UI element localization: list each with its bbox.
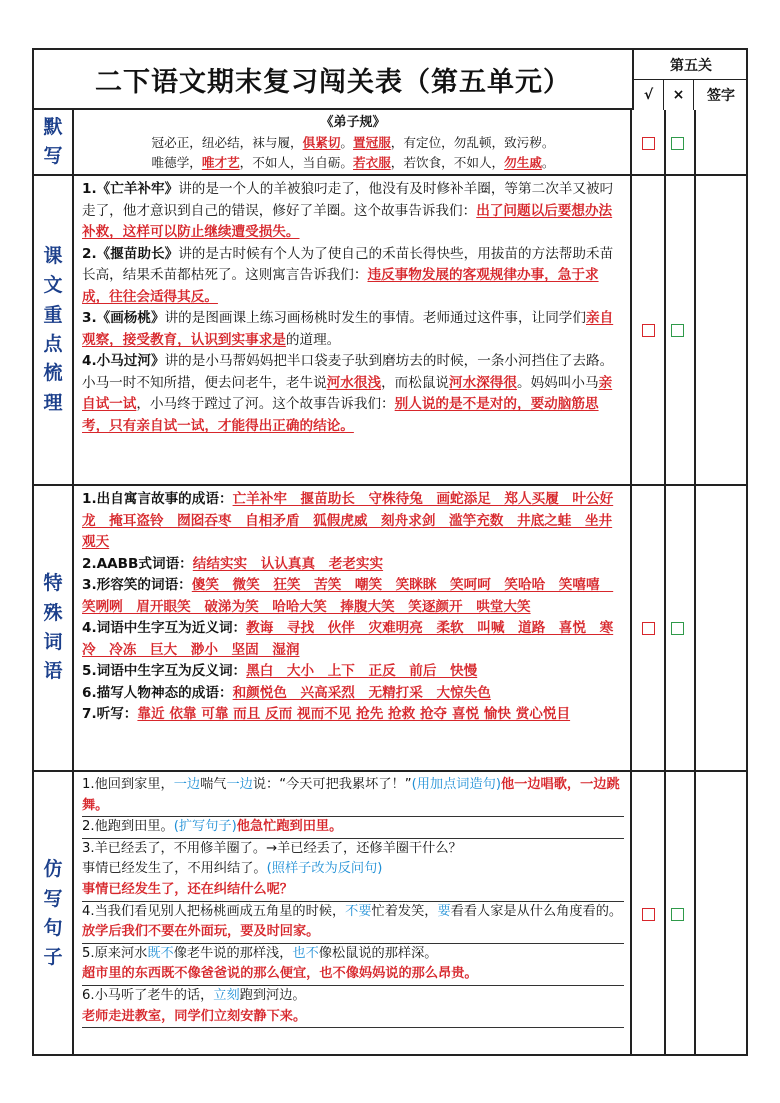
word-group	[82, 489, 624, 554]
keyword: 一边	[226, 777, 253, 792]
story-answer: 河水很浅	[326, 374, 382, 391]
group-words: 和颜悦色 兴高采烈 无精打采 大惊失色	[232, 684, 491, 701]
wrong-column-header: ×	[664, 80, 694, 110]
label-char: 子	[43, 946, 63, 969]
poem-answer: 勿生戚	[504, 155, 542, 170]
story-text: 讲的是图画课上练习画杨桃时发生的事情。老师通过这件事，让同学们	[164, 310, 586, 326]
section-teshu	[34, 486, 748, 772]
word-group	[82, 661, 624, 683]
keyword: 立刻	[213, 987, 240, 1003]
poem-answer: 唯才艺	[201, 155, 240, 170]
sign-column-header: 签字	[707, 88, 735, 104]
keyword: 要	[437, 903, 451, 919]
label-char: 文	[43, 274, 63, 297]
poem-text: 。	[340, 135, 353, 150]
label-char: 重	[43, 303, 63, 326]
word-group	[82, 618, 624, 661]
keyword: 一边	[173, 777, 201, 792]
poem-text: 唯德学，	[151, 155, 202, 170]
section-label	[34, 176, 74, 484]
story-text: 讲的是古时候有个人为了使自己的禾苗长得快些，用拔苗的方法帮助禾苗长高，结果禾苗都枯死了。这则寓言告诉我们：	[82, 245, 614, 283]
exercise-answer: 老师走进教室，同学们立刻安静下来。	[82, 1008, 307, 1024]
exercise-item	[82, 775, 624, 817]
exercise-text: 喘气	[200, 777, 227, 792]
story-title: 2.《揠苗助长》	[82, 245, 179, 262]
exercise-item	[82, 902, 624, 944]
story-answer: 违反事物发展的客观规律办事，急于求成，往往会适得其反。	[82, 267, 599, 305]
exercise-hint: (扩写句子)	[173, 819, 237, 835]
keyword: 不要	[345, 903, 372, 919]
group-label: 1.出自寓言故事的成语：	[82, 491, 233, 507]
group-words: 傻笑 微笑 狂笑 苦笑 嘲笑 笑眯眯 笑呵呵 笑哈哈 笑嘻嘻 笑咧咧 眉开眼笑 破涕为笑 哈哈大笑 捧腹大笑 笑逐颜开 哄堂大笑	[82, 577, 614, 615]
exercise-text: 1.他回到家里，	[82, 777, 174, 792]
story-answer: 亲自试一试	[82, 374, 613, 412]
poem-title: 《弟子规》	[320, 115, 386, 130]
exercise-text: 看看人家是从什么角度看的。	[450, 903, 623, 919]
label-char: 写	[43, 887, 63, 910]
story-text: 的道理。	[285, 331, 341, 348]
poem-answer: 俱紧切	[302, 135, 341, 150]
check-cells	[634, 772, 748, 1056]
poem-answer: 置冠服	[353, 135, 391, 150]
group-label: 6.描写人物神态的成语：	[82, 684, 233, 701]
group-words: 靠近 依靠 可靠 而且 反而 视而不见 抢先 抢救 抢夺 喜悦 愉快 赏心悦目	[137, 706, 571, 722]
keyword: 既不	[147, 945, 174, 961]
group-words: 教诲 寻找 伙伴 灾难明亮 柔软 叫喊 道路 喜悦 寒冷 冷冻 巨大 渺小 坚固 湿润	[82, 620, 614, 658]
label-char: 特	[43, 572, 63, 595]
poem-line	[82, 153, 624, 173]
story-answer: 亲自观察，接受教育，认识到实事求是	[82, 310, 614, 348]
story-answer: 河水深得很	[449, 374, 517, 391]
exercise-text: 6.小马听了老牛的话，	[82, 987, 214, 1003]
exercise-item	[82, 839, 624, 902]
exercise-text: 2.他跑到田里。	[82, 819, 174, 835]
keyword: 也不	[292, 945, 319, 961]
exercise-answer: 超市里的东西既不像爸爸说的那么便宜，也不像妈妈说的那么昂贵。	[82, 966, 478, 982]
label-char: 默	[43, 115, 63, 138]
page-title: 二下语文期末复习闯关表（第五单元）	[34, 50, 634, 110]
group-label: 5.词语中生字互为反义词：	[82, 663, 247, 679]
section-kewen	[34, 176, 748, 486]
label-char: 语	[43, 660, 63, 683]
label-char: 词	[43, 631, 63, 653]
check-cells	[634, 176, 748, 484]
exercise-text: 像老牛说的那样浅，	[173, 945, 293, 961]
poem-answer: 若衣服	[353, 155, 391, 170]
pass-header	[634, 50, 748, 110]
group-label: 2.AABB式词语：	[82, 555, 193, 572]
story-title: 1.《亡羊补牢》	[82, 181, 179, 197]
section-label	[34, 486, 74, 770]
pass-name: 第五关	[634, 50, 748, 80]
exercise-answer: 放学后我们不要在外面玩，要及时回家。	[82, 924, 320, 940]
exercise-answer: 他一边唱歌，一边跳舞。	[82, 777, 620, 813]
section-label	[34, 772, 74, 1056]
fangxie-content	[76, 772, 632, 1056]
label-char: 理	[43, 391, 63, 414]
section-label	[34, 110, 74, 174]
story-title: 3.《画杨桃》	[82, 310, 165, 326]
pass-columns	[634, 80, 748, 110]
check-cells	[634, 486, 748, 770]
exercise-answer: 事情已经发生了，还在纠结什么呢？	[82, 881, 293, 897]
group-label: 3.形容笑的词语：	[82, 577, 192, 593]
exercise-hint: (照样子改为反问句)	[266, 861, 383, 877]
poem-text: ，不如人，当自砺。	[239, 155, 353, 170]
group-words: 结结实实 认认真真 老老实实	[192, 555, 384, 572]
label-char: 梳	[43, 362, 63, 385]
group-label: 7.听写：	[82, 706, 138, 722]
wrong-checkbox[interactable]	[671, 622, 684, 635]
story-item	[82, 244, 624, 309]
exercise-text: 3.羊已经丢了，不用修羊圈了。→羊已经丢了，还修羊圈干什么？	[82, 840, 462, 856]
exercise-answer: 他急忙跑到田里。	[236, 819, 343, 835]
poem-line	[82, 133, 624, 153]
word-group	[82, 575, 624, 618]
exercise-text: 像松鼠说的那样深。	[318, 945, 438, 961]
exercise-text: 5.原来河水	[82, 945, 148, 961]
story-text: 讲的是小马帮妈妈把半口袋麦子驮到磨坊去的时候，一条小河挡住了去路。小马一时不知所措，便去问老牛，老牛说	[82, 353, 614, 391]
exercise-text: 说：“今天可把我累坏了！”	[252, 777, 412, 792]
label-char: 仿	[43, 858, 63, 881]
exercise-hint: (用加点词造句)	[411, 777, 501, 792]
group-words: 黑白 大小 上下 正反 前后 快慢	[246, 663, 478, 679]
group-label: 4.词语中生字互为近义词：	[82, 620, 247, 636]
exercise-item	[82, 944, 624, 986]
section-fangxie	[34, 772, 748, 1056]
wrong-checkbox[interactable]	[671, 324, 684, 337]
kewen-content	[76, 176, 632, 484]
story-text: 。妈妈叫小马	[517, 374, 599, 391]
label-char: 殊	[43, 601, 63, 624]
story-item	[82, 308, 624, 351]
label-char: 课	[43, 244, 63, 267]
word-group	[82, 683, 624, 705]
review-sheet	[32, 48, 748, 1056]
story-text: ，而松鼠说	[381, 374, 450, 391]
story-text: 讲的是一个人的羊被狼叼走了，他没有及时修补羊圈，等第二次羊又被叼走了，他才意识到自己的错误，修好了羊圈。这个故事告诉我们：	[82, 181, 614, 219]
exercise-item	[82, 986, 624, 1028]
label-char: 点	[43, 333, 63, 355]
poem-text: ，若饮食，不如人，	[390, 155, 505, 170]
story-title: 4.小马过河》	[82, 353, 165, 369]
check-cells	[634, 110, 748, 174]
word-group	[82, 704, 624, 726]
poem-text: ，有定位，勿乱顿，致污秽。	[390, 135, 555, 150]
label-char: 写	[43, 145, 63, 167]
check-column-header: √	[634, 80, 664, 110]
correct-checkbox[interactable]	[642, 324, 655, 337]
poem-content	[76, 110, 632, 174]
group-words: 亡羊补牢 揠苗助长 守株待兔 画蛇添足 郑人买履 叶公好龙 掩耳盗铃 囫囵吞枣 自相矛盾 狐假虎威 刻舟求剑 滥竽充数 井底之蛙 坐井观天	[82, 491, 614, 550]
correct-checkbox[interactable]	[642, 908, 655, 921]
exercise-text: 4.当我们看见别人把杨桃画成五角星的时候，	[82, 903, 346, 919]
story-item	[82, 351, 624, 437]
poem-text: 。	[541, 155, 555, 170]
exercise-text: 事情已经发生了，不用纠结了。	[82, 861, 267, 877]
story-answer: 别人说的是不是对的，要动脑筋思考，只有亲自试一试，才能得出正确的结论。	[82, 396, 599, 434]
correct-checkbox[interactable]	[642, 137, 655, 150]
story-answer: 出了问题以后要想办法补救，这样可以防止继续遭受损失。	[82, 202, 613, 240]
poem-text: 冠必正，纽必结，袜与履，	[151, 135, 303, 150]
wrong-checkbox[interactable]	[671, 137, 684, 150]
correct-checkbox[interactable]	[642, 622, 655, 635]
section-moxie	[34, 110, 748, 176]
wrong-checkbox[interactable]	[671, 908, 684, 921]
story-text: ，小马终于蹚过了河。这个故事告诉我们：	[136, 396, 395, 412]
story-item	[82, 179, 624, 244]
label-char: 句	[43, 917, 63, 939]
exercise-item	[82, 817, 624, 839]
teshu-content	[76, 486, 632, 770]
exercise-text: 跑到河边。	[239, 987, 306, 1003]
word-group	[82, 554, 624, 576]
exercise-text: 忙着发笑，	[371, 903, 438, 919]
